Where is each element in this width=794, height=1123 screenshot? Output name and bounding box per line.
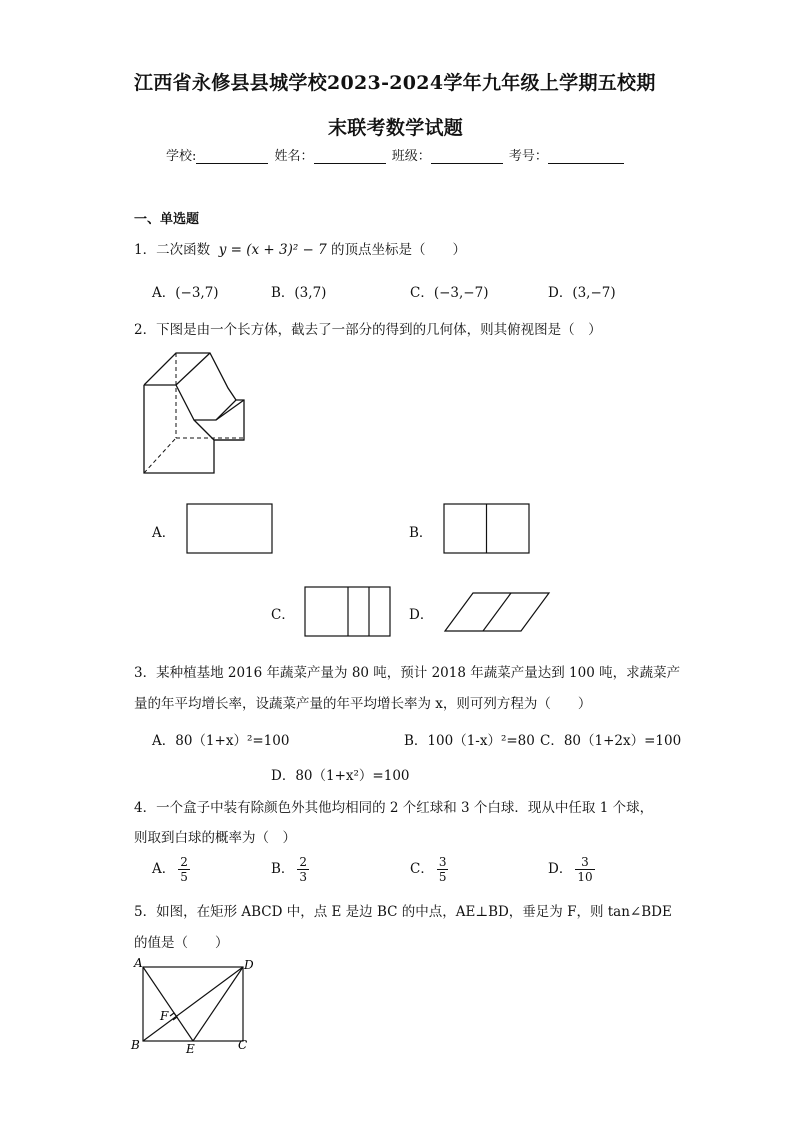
q4-c-numerator: 3 (438, 855, 447, 869)
title-line-1: 江西省永修县县城学校2023-2024学年九年级上学期五校期 (134, 72, 656, 94)
q4-option-d[interactable] (548, 855, 595, 884)
q3-option-a[interactable]: A．80（1+x）²=100 (152, 733, 290, 749)
q4-a-denominator: 5 (180, 870, 188, 884)
label-b: B (131, 1038, 140, 1052)
q3-option-b[interactable]: B．100（1-x）²=80 (404, 733, 535, 749)
q4-b-denominator: 3 (299, 870, 308, 884)
label-a: A (134, 956, 143, 970)
q4-option-b[interactable] (271, 855, 309, 884)
q4-option-b-fraction (297, 855, 309, 884)
question-3-line-2: 量的年平均增长率，设蔬菜产量的年平均增长率为 x，则可列方程为（ ） (134, 696, 592, 712)
class-blank[interactable] (431, 150, 503, 164)
question-4-line-2: 则取到白球的概率为（ ） (134, 830, 296, 846)
q2-solid-figure (136, 348, 256, 478)
info-line (166, 145, 626, 164)
q4-b-numerator: 2 (299, 855, 308, 869)
q4-option-a-fraction (178, 855, 190, 884)
q4-option-c[interactable] (410, 855, 448, 884)
q1-option-b[interactable]: B．(3,7) (271, 285, 327, 301)
q4-option-d-label: D． (548, 861, 573, 877)
q4-option-a[interactable] (152, 855, 190, 884)
question-4-line-1: 4．一个盒子中装有除颜色外其他均相同的 2 个红球和 3 个白球．现从中任取 1 个球， (134, 800, 654, 816)
q2-option-a-label[interactable]: A． (152, 525, 176, 541)
label-e: E (186, 1042, 195, 1055)
q2-option-d-label[interactable]: D． (409, 607, 434, 623)
question-5-line-1: 5．如图，在矩形 ABCD 中，点 E 是边 BC 的中点，AE⊥BD，垂足为 F，则 tan∠BDE (134, 904, 672, 920)
q2-option-c-figure[interactable] (304, 586, 392, 638)
q4-c-denominator: 5 (438, 870, 447, 884)
q1-formula: y = (x + 3)² − 7 (218, 242, 327, 258)
q2-option-d-figure[interactable] (443, 591, 553, 633)
label-d: D (244, 958, 254, 972)
q1-option-d[interactable]: D．(3,−7) (548, 285, 616, 301)
question-2: 2．下图是由一个长方体，截去了一部分的得到的几何体，则其俯视图是（ ） (134, 322, 602, 338)
q3-option-d[interactable]: D．80（1+x²）=100 (271, 768, 410, 784)
school-blank[interactable] (196, 150, 268, 164)
school-label: 学校: (166, 149, 197, 164)
q4-option-c-label: C． (410, 861, 434, 877)
label-c: C (238, 1038, 248, 1052)
q3-option-c[interactable]: C．80（1+2x）=100 (540, 733, 682, 749)
question-3-line-1: 3．某种植基地 2016 年蔬菜产量为 80 吨，预计 2018 年蔬菜产量达到 100 吨，求蔬菜产 (134, 665, 681, 681)
q4-d-denominator: 10 (577, 870, 593, 884)
q1-option-a[interactable]: A．(−3,7) (152, 285, 219, 301)
q2-option-c-label[interactable]: C． (271, 607, 295, 623)
q1-suffix: 的顶点坐标是（ ） (331, 242, 467, 258)
name-blank[interactable] (314, 150, 386, 164)
q4-option-d-fraction (575, 855, 594, 884)
q1-option-c[interactable]: C．(−3,−7) (410, 285, 489, 301)
q2-option-a-figure[interactable] (186, 503, 274, 555)
q4-d-numerator: 3 (575, 855, 594, 870)
q4-option-a-label: A． (152, 861, 176, 877)
title-line-2: 末联考数学试题 (328, 117, 464, 139)
question-5-line-2: 的值是（ ） (134, 935, 229, 951)
number-blank[interactable] (548, 150, 624, 164)
q4-a-numerator: 2 (180, 855, 188, 869)
q2-option-b-figure[interactable] (443, 503, 531, 555)
question-1 (134, 238, 466, 258)
q4-option-c-fraction (437, 855, 449, 884)
q2-option-b-label[interactable]: B． (409, 525, 433, 541)
section-heading: 一、单选题 (134, 212, 200, 227)
q5-rectangle-figure (128, 955, 263, 1055)
number-label: 考号： (508, 149, 548, 164)
q1-prefix: 1．二次函数 (134, 242, 211, 258)
name-label: 姓名： (274, 149, 314, 164)
q4-option-b-label: B． (271, 861, 295, 877)
class-label: 班级： (391, 149, 431, 164)
label-f: F (160, 1009, 169, 1023)
